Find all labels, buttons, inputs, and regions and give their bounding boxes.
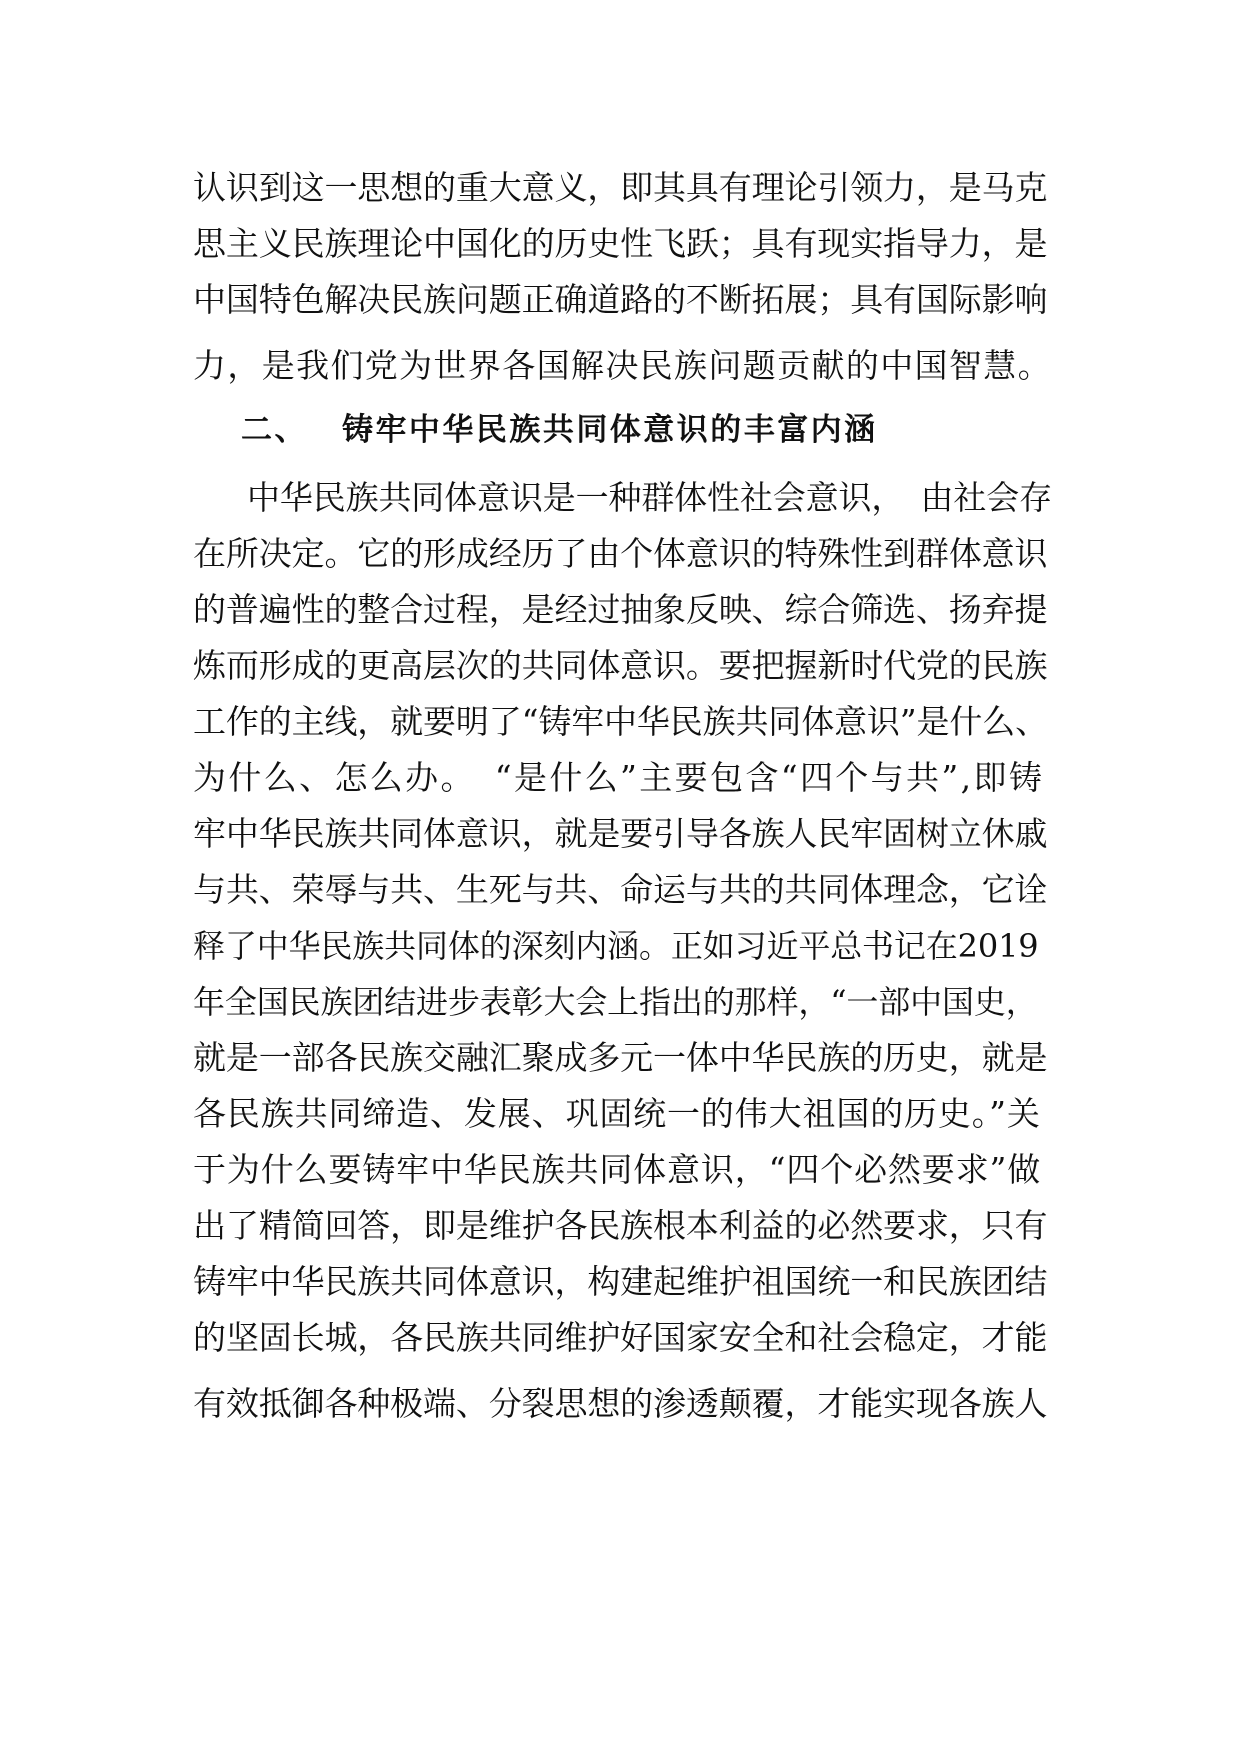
paragraph-2-line-1: 中华民族共同体意识是一种群体性社会意识， 由社会存 [247, 478, 1052, 517]
paragraph-2-line-11: 就是一部各民族交融汇聚成多元一体中华民族的历史，就是 [193, 1038, 1048, 1077]
paragraph-2-line-7: 牢中华民族共同体意识，就是要引导各族人民牢固树立休戚 [193, 814, 1048, 853]
paragraph-2-line-16: 的坚固长城，各民族共同维护好国家安全和社会稳定，才能 [193, 1318, 1048, 1357]
paragraph-1-line-2: 思主义民族理论中国化的历史性飞跃；具有现实指导力，是 [193, 224, 1048, 263]
paragraph-2-line-17: 有效抵御各种极端、分裂思想的渗透颠覆，才能实现各族人 [193, 1384, 1048, 1423]
section-title: 铸牢中华民族共同体意识的丰富内涵 [341, 412, 878, 448]
section-heading [241, 408, 1053, 452]
paragraph-2-line-8: 与共、荣辱与共、生死与共、命运与共的共同体理念，它诠 [193, 870, 1048, 909]
paragraph-2-line-5: 工作的主线，就要明了“铸牢中华民族共同体意识”是什么、 [193, 702, 1048, 741]
paragraph-1-line-1: 认识到这一思想的重大意义，即其具有理论引领力，是马克 [193, 168, 1048, 207]
paragraph-2-line-2: 在所决定。它的形成经历了由个体意识的特殊性到群体意识 [193, 534, 1048, 573]
paragraph-2-line-10: 年全国民族团结进步表彰大会上指出的那样，“一部中国史， [193, 983, 1038, 1021]
paragraph-1-line-3: 中国特色解决民族问题正确道路的不断拓展；具有国际影响 [193, 280, 1048, 319]
section-number: 二、 [241, 412, 308, 448]
paragraph-2-line-6: 为什么、怎么办。 “是什么”主要包含“四个与共”,即铸 [193, 758, 1045, 797]
paragraph-2-line-3: 的普遍性的整合过程，是经过抽象反映、综合筛选、扬弃提 [193, 590, 1048, 629]
paragraph-2-line-12: 各民族共同缔造、发展、巩固统一的伟大祖国的历史。”关 [193, 1094, 1041, 1133]
paragraph-2-line-9: 释了中华民族共同体的深刻内涵。正如习近平总书记在2019 [193, 927, 1039, 965]
paragraph-2-line-14: 出了精简回答，即是维护各民族根本利益的必然要求，只有 [193, 1206, 1048, 1245]
paragraph-2-line-4: 炼而形成的更高层次的共同体意识。要把握新时代党的民族 [193, 646, 1048, 685]
paragraph-2-line-13: 于为什么要铸牢中华民族共同体意识，“四个必然要求”做 [193, 1150, 1042, 1189]
paragraph-1-line-4: 力，是我们党为世界各国解决民族问题贡献的中国智慧。 [193, 346, 1052, 385]
paragraph-2-line-15: 铸牢中华民族共同体意识，构建起维护祖国统一和民族团结 [193, 1262, 1048, 1301]
